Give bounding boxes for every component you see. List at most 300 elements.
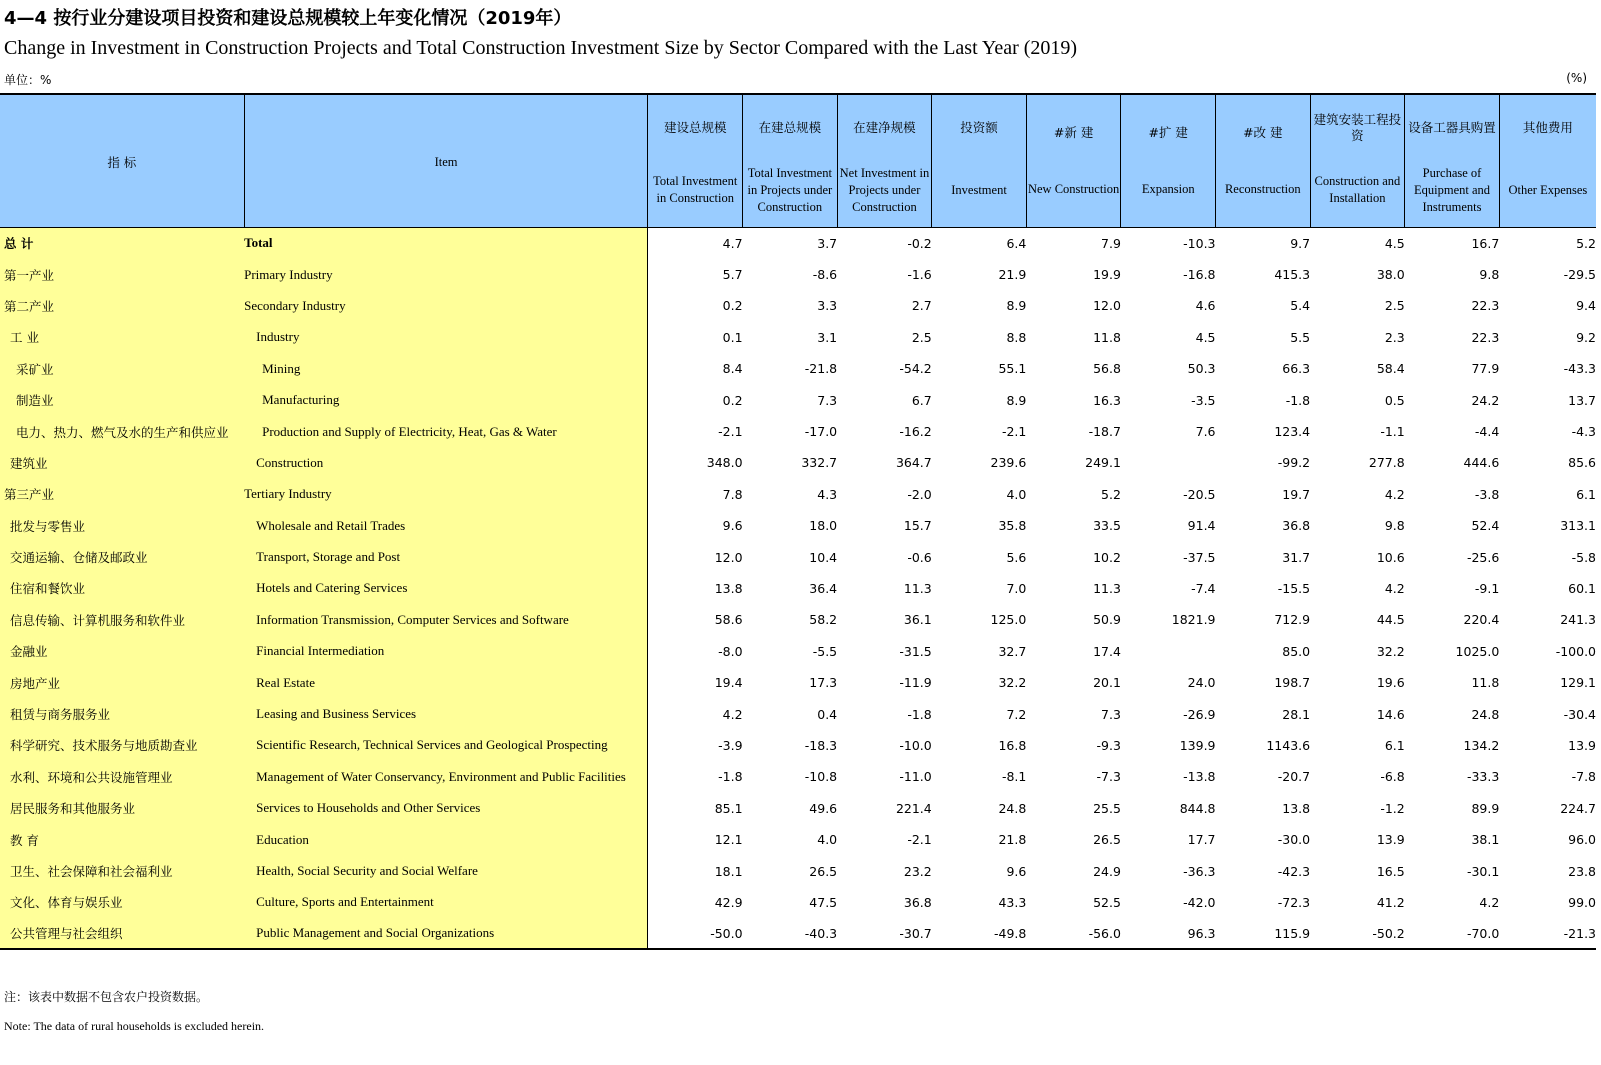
cell-value: 4.6 bbox=[1195, 298, 1216, 314]
cell-value: 32.7 bbox=[998, 643, 1027, 659]
cell-value: 50.9 bbox=[1093, 612, 1121, 628]
page-title-en: Change in Investment in Construction Projects and Total Construction Investment Size by Sector Compared with the Last Year (2019) bbox=[4, 37, 1078, 59]
header-col-en: Construction and Installation bbox=[1314, 174, 1401, 205]
table-row bbox=[0, 259, 1596, 290]
cell-value: 77.9 bbox=[1471, 361, 1500, 377]
row-label-cn: 教 育 bbox=[0, 824, 244, 855]
header-col-1 bbox=[743, 94, 838, 228]
cell-value: -40.3 bbox=[804, 925, 838, 941]
cell-value: 32.2 bbox=[998, 675, 1027, 691]
row-label-en: Leasing and Business Services bbox=[244, 698, 648, 729]
cell-value: 4.2 bbox=[1384, 580, 1405, 596]
cell-value: -33.3 bbox=[1466, 769, 1500, 785]
cell-value: 35.8 bbox=[998, 518, 1027, 534]
header-col-cn: #改 建 bbox=[1243, 124, 1283, 140]
row-label-cn: 房地产业 bbox=[0, 667, 244, 698]
cell-value: -1.8 bbox=[907, 706, 932, 722]
cell-value: 24.8 bbox=[998, 800, 1027, 816]
cell-value: -54.2 bbox=[899, 361, 932, 377]
cell-value: 2.3 bbox=[1384, 329, 1405, 345]
cell-value: 52.4 bbox=[1471, 518, 1500, 534]
cell-value: 16.8 bbox=[998, 737, 1027, 753]
cell-value: -42.0 bbox=[1183, 894, 1216, 910]
cell-value: -9.3 bbox=[1096, 737, 1121, 753]
row-label-en: Primary Industry bbox=[244, 259, 648, 290]
row-label-cn: 金融业 bbox=[0, 636, 244, 667]
cell-value: 16.5 bbox=[1376, 863, 1405, 879]
cell-value: -8.6 bbox=[812, 267, 838, 283]
header-col-8 bbox=[1405, 94, 1500, 228]
table-row bbox=[0, 918, 1596, 949]
cell-value: 20.1 bbox=[1093, 675, 1121, 691]
cell-value: -21.8 bbox=[804, 361, 838, 377]
cell-value: -13.8 bbox=[1183, 769, 1216, 785]
row-label-en: Hotels and Catering Services bbox=[244, 573, 648, 604]
cell-value: -8.1 bbox=[1001, 769, 1027, 785]
table-row bbox=[0, 761, 1596, 792]
table-row bbox=[0, 384, 1596, 415]
cell-value: 96.3 bbox=[1187, 925, 1216, 941]
header-col-7 bbox=[1310, 94, 1405, 228]
cell-value: -43.3 bbox=[1563, 361, 1596, 377]
cell-value: 11.3 bbox=[903, 580, 932, 596]
row-label-en: Services to Households and Other Services bbox=[244, 793, 648, 824]
cell-value: 4.0 bbox=[817, 832, 838, 848]
cell-value: 10.6 bbox=[1376, 549, 1405, 565]
header-col-en: New Construction bbox=[1027, 182, 1120, 196]
cell-value: 198.7 bbox=[1274, 675, 1311, 691]
cell-value: -8.0 bbox=[718, 643, 743, 659]
table-row bbox=[0, 541, 1596, 572]
cell-value: 24.8 bbox=[1471, 706, 1500, 722]
row-label-en: Health, Social Security and Social Welfare bbox=[244, 855, 648, 886]
cell-value: -42.3 bbox=[1277, 863, 1311, 879]
cell-value: -5.5 bbox=[812, 643, 838, 659]
cell-value: 12.0 bbox=[1093, 298, 1121, 314]
cell-value: 6.1 bbox=[1384, 737, 1405, 753]
cell-value: 364.7 bbox=[895, 455, 932, 471]
row-label-en: Production and Supply of Electricity, Heat, Gas & Water bbox=[244, 416, 648, 447]
cell-value: 3.1 bbox=[817, 329, 838, 345]
cell-value: 0.5 bbox=[1384, 392, 1405, 408]
row-label-cn: 文化、体育与娱乐业 bbox=[0, 887, 244, 918]
cell-value: 4.2 bbox=[722, 706, 743, 722]
cell-value: 7.3 bbox=[817, 392, 838, 408]
row-label-en: Construction bbox=[244, 447, 648, 478]
table-row bbox=[0, 479, 1596, 510]
cell-value: -26.9 bbox=[1183, 706, 1216, 722]
cell-value: 2.5 bbox=[1384, 298, 1405, 314]
header-col-0 bbox=[648, 94, 743, 228]
cell-value: 139.9 bbox=[1179, 737, 1216, 753]
page-title-cn: 4—4 按行业分建设项目投资和建设总规模较上年变化情况（2019年） bbox=[4, 8, 572, 29]
cell-value: 42.9 bbox=[714, 894, 743, 910]
cell-value: 7.3 bbox=[1101, 706, 1121, 722]
cell-value: 32.2 bbox=[1376, 643, 1405, 659]
row-label-cn: 水利、环境和公共设施管理业 bbox=[0, 761, 244, 792]
row-label-cn: 卫生、社会保障和社会福利业 bbox=[0, 855, 244, 886]
cell-value: 0.1 bbox=[722, 329, 743, 345]
row-label-en: Wholesale and Retail Trades bbox=[244, 510, 648, 541]
table-row bbox=[0, 855, 1596, 886]
cell-value: -16.2 bbox=[899, 424, 932, 440]
cell-value: 5.2 bbox=[1101, 486, 1121, 502]
cell-value: -1.8 bbox=[1285, 392, 1311, 408]
cell-value: -30.4 bbox=[1563, 706, 1596, 722]
cell-value: 36.8 bbox=[1282, 518, 1311, 534]
cell-value: 8.4 bbox=[722, 361, 743, 377]
header-col-3 bbox=[932, 94, 1027, 228]
cell-value: 22.3 bbox=[1471, 298, 1500, 314]
table-row bbox=[0, 447, 1596, 478]
cell-value: 5.7 bbox=[722, 267, 743, 283]
row-label-cn: 住宿和餐饮业 bbox=[0, 573, 244, 604]
table-row bbox=[0, 353, 1596, 384]
cell-value: 49.6 bbox=[809, 800, 838, 816]
header-col-cn: 其他费用 bbox=[1522, 120, 1573, 135]
cell-value: 2.7 bbox=[911, 298, 932, 314]
cell-value: -30.7 bbox=[899, 925, 932, 941]
cell-value: -56.0 bbox=[1088, 925, 1121, 941]
cell-value: 21.9 bbox=[998, 267, 1027, 283]
row-label-cn: 第一产业 bbox=[0, 259, 244, 290]
cell-value: 25.5 bbox=[1093, 800, 1121, 816]
cell-value: 14.6 bbox=[1376, 706, 1405, 722]
row-label-cn: 电力、热力、燃气及水的生产和供应业 bbox=[0, 416, 244, 447]
data-table bbox=[0, 93, 1596, 950]
cell-value: 23.8 bbox=[1568, 863, 1596, 879]
cell-value: -1.1 bbox=[1380, 424, 1405, 440]
cell-value: -15.5 bbox=[1277, 580, 1311, 596]
cell-value: 99.0 bbox=[1568, 894, 1596, 910]
cell-value: 10.4 bbox=[809, 549, 838, 565]
cell-value: -36.3 bbox=[1183, 863, 1216, 879]
cell-value: 1821.9 bbox=[1171, 612, 1216, 628]
cell-value: -0.6 bbox=[907, 549, 932, 565]
cell-value: 313.1 bbox=[1560, 518, 1596, 534]
cell-value: 13.8 bbox=[1282, 800, 1311, 816]
header-indicator-label: 指 标 bbox=[107, 154, 137, 170]
row-label-cn: 公共管理与社会组织 bbox=[0, 918, 244, 949]
cell-value: 444.6 bbox=[1463, 455, 1500, 471]
cell-value: 0.2 bbox=[722, 298, 743, 314]
cell-value: 0.2 bbox=[722, 392, 743, 408]
cell-value: 44.5 bbox=[1376, 612, 1405, 628]
cell-value: -29.5 bbox=[1563, 267, 1596, 283]
cell-value: 17.3 bbox=[809, 675, 838, 691]
cell-value: 4.5 bbox=[1384, 235, 1405, 251]
cell-value: 123.4 bbox=[1274, 424, 1311, 440]
cell-value: -10.8 bbox=[804, 769, 838, 785]
cell-value: 844.8 bbox=[1179, 800, 1216, 816]
cell-value: -3.9 bbox=[718, 737, 743, 753]
cell-value: 36.1 bbox=[903, 612, 932, 628]
row-label-cn: 租赁与商务服务业 bbox=[0, 698, 244, 729]
row-label-cn: 科学研究、技术服务与地质勘查业 bbox=[0, 730, 244, 761]
cell-value: -2.1 bbox=[1001, 424, 1027, 440]
header-col-en: Total Investment in Projects under Construction bbox=[747, 165, 833, 214]
header-col-cn: #新 建 bbox=[1053, 124, 1094, 140]
row-label-cn: 工 业 bbox=[0, 322, 244, 353]
cell-value: 38.1 bbox=[1471, 832, 1500, 848]
row-label-en: Industry bbox=[244, 322, 648, 353]
cell-value: -50.2 bbox=[1372, 925, 1405, 941]
cell-value: 125.0 bbox=[990, 612, 1027, 628]
cell-value: 348.0 bbox=[706, 455, 743, 471]
cell-value: 9.6 bbox=[1006, 863, 1027, 879]
row-label-en: Tertiary Industry bbox=[244, 479, 648, 510]
cell-value: -2.1 bbox=[718, 424, 743, 440]
cell-value: -10.0 bbox=[899, 737, 932, 753]
row-label-cn: 采矿业 bbox=[0, 353, 244, 384]
table-row bbox=[0, 887, 1596, 918]
cell-value: 7.6 bbox=[1195, 424, 1216, 440]
cell-value: 9.8 bbox=[1479, 267, 1500, 283]
header-col-en: Investment bbox=[951, 182, 1007, 197]
cell-value: -5.8 bbox=[1571, 549, 1596, 565]
cell-value: -18.3 bbox=[804, 737, 838, 753]
header-col-4 bbox=[1026, 94, 1121, 228]
row-label-cn: 交通运输、仓储及邮政业 bbox=[0, 541, 244, 572]
table-row bbox=[0, 793, 1596, 824]
cell-value: 4.0 bbox=[1006, 486, 1027, 502]
cell-value: 23.2 bbox=[903, 863, 932, 879]
cell-value: 7.9 bbox=[1101, 235, 1121, 251]
cell-value: 85.6 bbox=[1568, 455, 1596, 471]
cell-value: 11.8 bbox=[1093, 329, 1121, 345]
cell-value: 22.3 bbox=[1471, 329, 1500, 345]
cell-value: -11.0 bbox=[899, 769, 932, 785]
cell-value: -7.3 bbox=[1096, 769, 1121, 785]
cell-value: 8.9 bbox=[1006, 298, 1027, 314]
cell-value: -100.0 bbox=[1555, 643, 1596, 659]
cell-value: 7.0 bbox=[1006, 580, 1027, 596]
header-col-6 bbox=[1216, 94, 1311, 228]
cell-value: 239.6 bbox=[990, 455, 1027, 471]
row-label-en: Transport, Storage and Post bbox=[244, 541, 648, 572]
cell-value: -1.6 bbox=[907, 267, 932, 283]
cell-value: 91.4 bbox=[1187, 518, 1216, 534]
cell-value: -37.5 bbox=[1183, 549, 1216, 565]
cell-value: 4.5 bbox=[1195, 329, 1216, 345]
cell-value: -1.2 bbox=[1380, 800, 1405, 816]
row-label-en: Mining bbox=[244, 353, 648, 384]
header-col-cn: 在建净规模 bbox=[853, 120, 916, 135]
cell-value: -4.3 bbox=[1571, 424, 1596, 440]
cell-value: 17.4 bbox=[1093, 643, 1121, 659]
cell-value: 36.8 bbox=[903, 894, 932, 910]
cell-value: -4.4 bbox=[1474, 424, 1500, 440]
cell-value: -72.3 bbox=[1277, 894, 1311, 910]
cell-value: 13.9 bbox=[1376, 832, 1405, 848]
cell-value: 4.7 bbox=[722, 235, 743, 251]
cell-value: 6.7 bbox=[911, 392, 932, 408]
cell-value: 6.4 bbox=[1006, 235, 1027, 251]
header-col-en: Net Investment in Projects under Construction bbox=[839, 165, 930, 214]
cell-value: -7.8 bbox=[1571, 769, 1596, 785]
cell-value: 6.1 bbox=[1576, 486, 1596, 502]
row-label-cn: 居民服务和其他服务业 bbox=[0, 793, 244, 824]
cell-value: 3.7 bbox=[817, 235, 838, 251]
cell-value: 56.8 bbox=[1093, 361, 1121, 377]
cell-value: 55.1 bbox=[998, 361, 1027, 377]
cell-value: 85.1 bbox=[714, 800, 743, 816]
header-col-en: Purchase of Equipment and Instruments bbox=[1413, 165, 1491, 214]
row-label-en: Public Management and Social Organizations bbox=[244, 918, 648, 949]
header-col-en: Expansion bbox=[1141, 182, 1195, 196]
row-label-en: Management of Water Conservancy, Environment and Public Facilities bbox=[244, 761, 648, 792]
cell-value: -20.5 bbox=[1183, 486, 1216, 502]
cell-value: -50.0 bbox=[710, 925, 743, 941]
row-label-en: Education bbox=[244, 824, 648, 855]
cell-value: 19.7 bbox=[1282, 486, 1311, 502]
cell-value: 19.6 bbox=[1376, 675, 1405, 691]
cell-value: 47.5 bbox=[809, 894, 838, 910]
row-label-cn: 总 计 bbox=[0, 228, 244, 259]
cell-value: 9.4 bbox=[1576, 298, 1596, 314]
table-row bbox=[0, 322, 1596, 353]
cell-value: 7.2 bbox=[1006, 706, 1027, 722]
cell-value: -7.4 bbox=[1191, 580, 1216, 596]
cell-value: -10.3 bbox=[1183, 235, 1216, 251]
cell-value: 28.1 bbox=[1282, 706, 1311, 722]
cell-value: 26.5 bbox=[809, 863, 838, 879]
cell-value: -17.0 bbox=[804, 424, 838, 440]
cell-value: 17.7 bbox=[1187, 832, 1216, 848]
cell-value: 13.8 bbox=[714, 580, 743, 596]
table-row bbox=[0, 667, 1596, 698]
cell-value: 33.5 bbox=[1093, 518, 1121, 534]
cell-value: 43.3 bbox=[998, 894, 1027, 910]
table-row bbox=[0, 824, 1596, 855]
cell-value: 115.9 bbox=[1274, 925, 1311, 941]
cell-value bbox=[1121, 447, 1216, 478]
cell-value: 50.3 bbox=[1187, 361, 1216, 377]
table-row bbox=[0, 604, 1596, 635]
cell-value: 24.9 bbox=[1093, 863, 1121, 879]
cell-value: 36.4 bbox=[809, 580, 838, 596]
cell-value: 26.5 bbox=[1093, 832, 1121, 848]
table-row bbox=[0, 228, 1596, 259]
cell-value: 134.2 bbox=[1463, 737, 1500, 753]
cell-value: -18.7 bbox=[1088, 424, 1121, 440]
row-label-cn: 第二产业 bbox=[0, 290, 244, 321]
table-row bbox=[0, 573, 1596, 604]
header-col-5 bbox=[1121, 94, 1216, 228]
cell-value: -99.2 bbox=[1277, 455, 1311, 471]
cell-value: 58.2 bbox=[809, 612, 838, 628]
header-col-cn: #扩 建 bbox=[1148, 124, 1188, 140]
cell-value: 4.3 bbox=[817, 486, 838, 502]
header-item bbox=[244, 94, 648, 228]
header-col-en: Other Expenses bbox=[1508, 182, 1588, 197]
row-label-en: Information Transmission, Computer Services and Software bbox=[244, 604, 648, 635]
cell-value: 21.8 bbox=[998, 832, 1027, 848]
row-label-en: Secondary Industry bbox=[244, 290, 648, 321]
table-body bbox=[0, 228, 1596, 950]
header-col-en: Total Investment in Construction bbox=[653, 174, 738, 205]
header-col-2 bbox=[837, 94, 932, 228]
row-label-en: Culture, Sports and Entertainment bbox=[244, 887, 648, 918]
cell-value: 19.4 bbox=[714, 675, 743, 691]
cell-value: 1143.6 bbox=[1266, 737, 1311, 753]
cell-value: -9.1 bbox=[1474, 580, 1500, 596]
header-col-cn: 建筑安装工程投资 bbox=[1313, 112, 1402, 143]
header-col-cn: 投资额 bbox=[960, 120, 998, 135]
cell-value: 11.8 bbox=[1471, 675, 1500, 691]
unit-label-right: (%) bbox=[1566, 71, 1587, 85]
cell-value: 19.9 bbox=[1093, 267, 1121, 283]
cell-value: 9.6 bbox=[722, 518, 743, 534]
row-label-cn: 批发与零售业 bbox=[0, 510, 244, 541]
row-label-en: Scientific Research, Technical Services and Geological Prospecting bbox=[244, 730, 648, 761]
cell-value: 0.4 bbox=[817, 706, 838, 722]
cell-value: -31.5 bbox=[899, 643, 932, 659]
cell-value: 18.1 bbox=[714, 863, 743, 879]
cell-value: 15.7 bbox=[903, 518, 932, 534]
cell-value: 16.7 bbox=[1471, 235, 1500, 251]
cell-value: 24.0 bbox=[1187, 675, 1216, 691]
cell-value: 12.0 bbox=[714, 549, 743, 565]
cell-value: 89.9 bbox=[1471, 800, 1500, 816]
cell-value: 31.7 bbox=[1282, 549, 1311, 565]
header-indicator bbox=[0, 94, 244, 228]
header-col-cn: 在建总规模 bbox=[758, 120, 822, 135]
row-label-en: Real Estate bbox=[244, 667, 648, 698]
table-row bbox=[0, 698, 1596, 729]
cell-value: 241.3 bbox=[1560, 612, 1596, 628]
cell-value: 277.8 bbox=[1368, 455, 1405, 471]
footnote-en: Note: The data of rural households is excluded herein. bbox=[4, 1019, 265, 1033]
table-row bbox=[0, 416, 1596, 447]
cell-value: 7.8 bbox=[722, 486, 743, 502]
cell-value: 66.3 bbox=[1282, 361, 1311, 377]
cell-value: 9.2 bbox=[1576, 329, 1596, 345]
cell-value: 9.8 bbox=[1384, 518, 1405, 534]
cell-value: -1.8 bbox=[718, 769, 743, 785]
cell-value: 24.2 bbox=[1471, 392, 1500, 408]
cell-value: 3.3 bbox=[817, 298, 838, 314]
cell-value: 12.1 bbox=[714, 832, 743, 848]
cell-value: -3.8 bbox=[1474, 486, 1500, 502]
cell-value: 13.9 bbox=[1568, 737, 1596, 753]
table-row bbox=[0, 730, 1596, 761]
cell-value: -2.1 bbox=[907, 832, 932, 848]
cell-value: 415.3 bbox=[1274, 267, 1311, 283]
cell-value: 129.1 bbox=[1560, 675, 1596, 691]
cell-value: 41.2 bbox=[1376, 894, 1405, 910]
cell-value: 8.8 bbox=[1006, 329, 1027, 345]
cell-value: 4.2 bbox=[1479, 894, 1500, 910]
row-label-cn: 制造业 bbox=[0, 384, 244, 415]
header-item-label: Item bbox=[434, 155, 458, 169]
cell-value: 220.4 bbox=[1463, 612, 1500, 628]
cell-value: 11.3 bbox=[1093, 580, 1121, 596]
cell-value: 58.4 bbox=[1376, 361, 1405, 377]
cell-value: 5.2 bbox=[1576, 235, 1596, 251]
row-label-en: Manufacturing bbox=[244, 384, 648, 415]
footnote-cn: 注：该表中数据不包含农户投资数据。 bbox=[4, 990, 209, 1004]
table-row bbox=[0, 290, 1596, 321]
cell-value: 5.5 bbox=[1290, 329, 1311, 345]
row-label-en: Total bbox=[244, 228, 648, 259]
cell-value: 60.1 bbox=[1568, 580, 1596, 596]
cell-value: 1025.0 bbox=[1455, 643, 1500, 659]
cell-value: 2.5 bbox=[911, 329, 932, 345]
cell-value: 85.0 bbox=[1282, 643, 1311, 659]
unit-label-left: 单位：% bbox=[4, 73, 52, 87]
row-label-cn: 第三产业 bbox=[0, 479, 244, 510]
